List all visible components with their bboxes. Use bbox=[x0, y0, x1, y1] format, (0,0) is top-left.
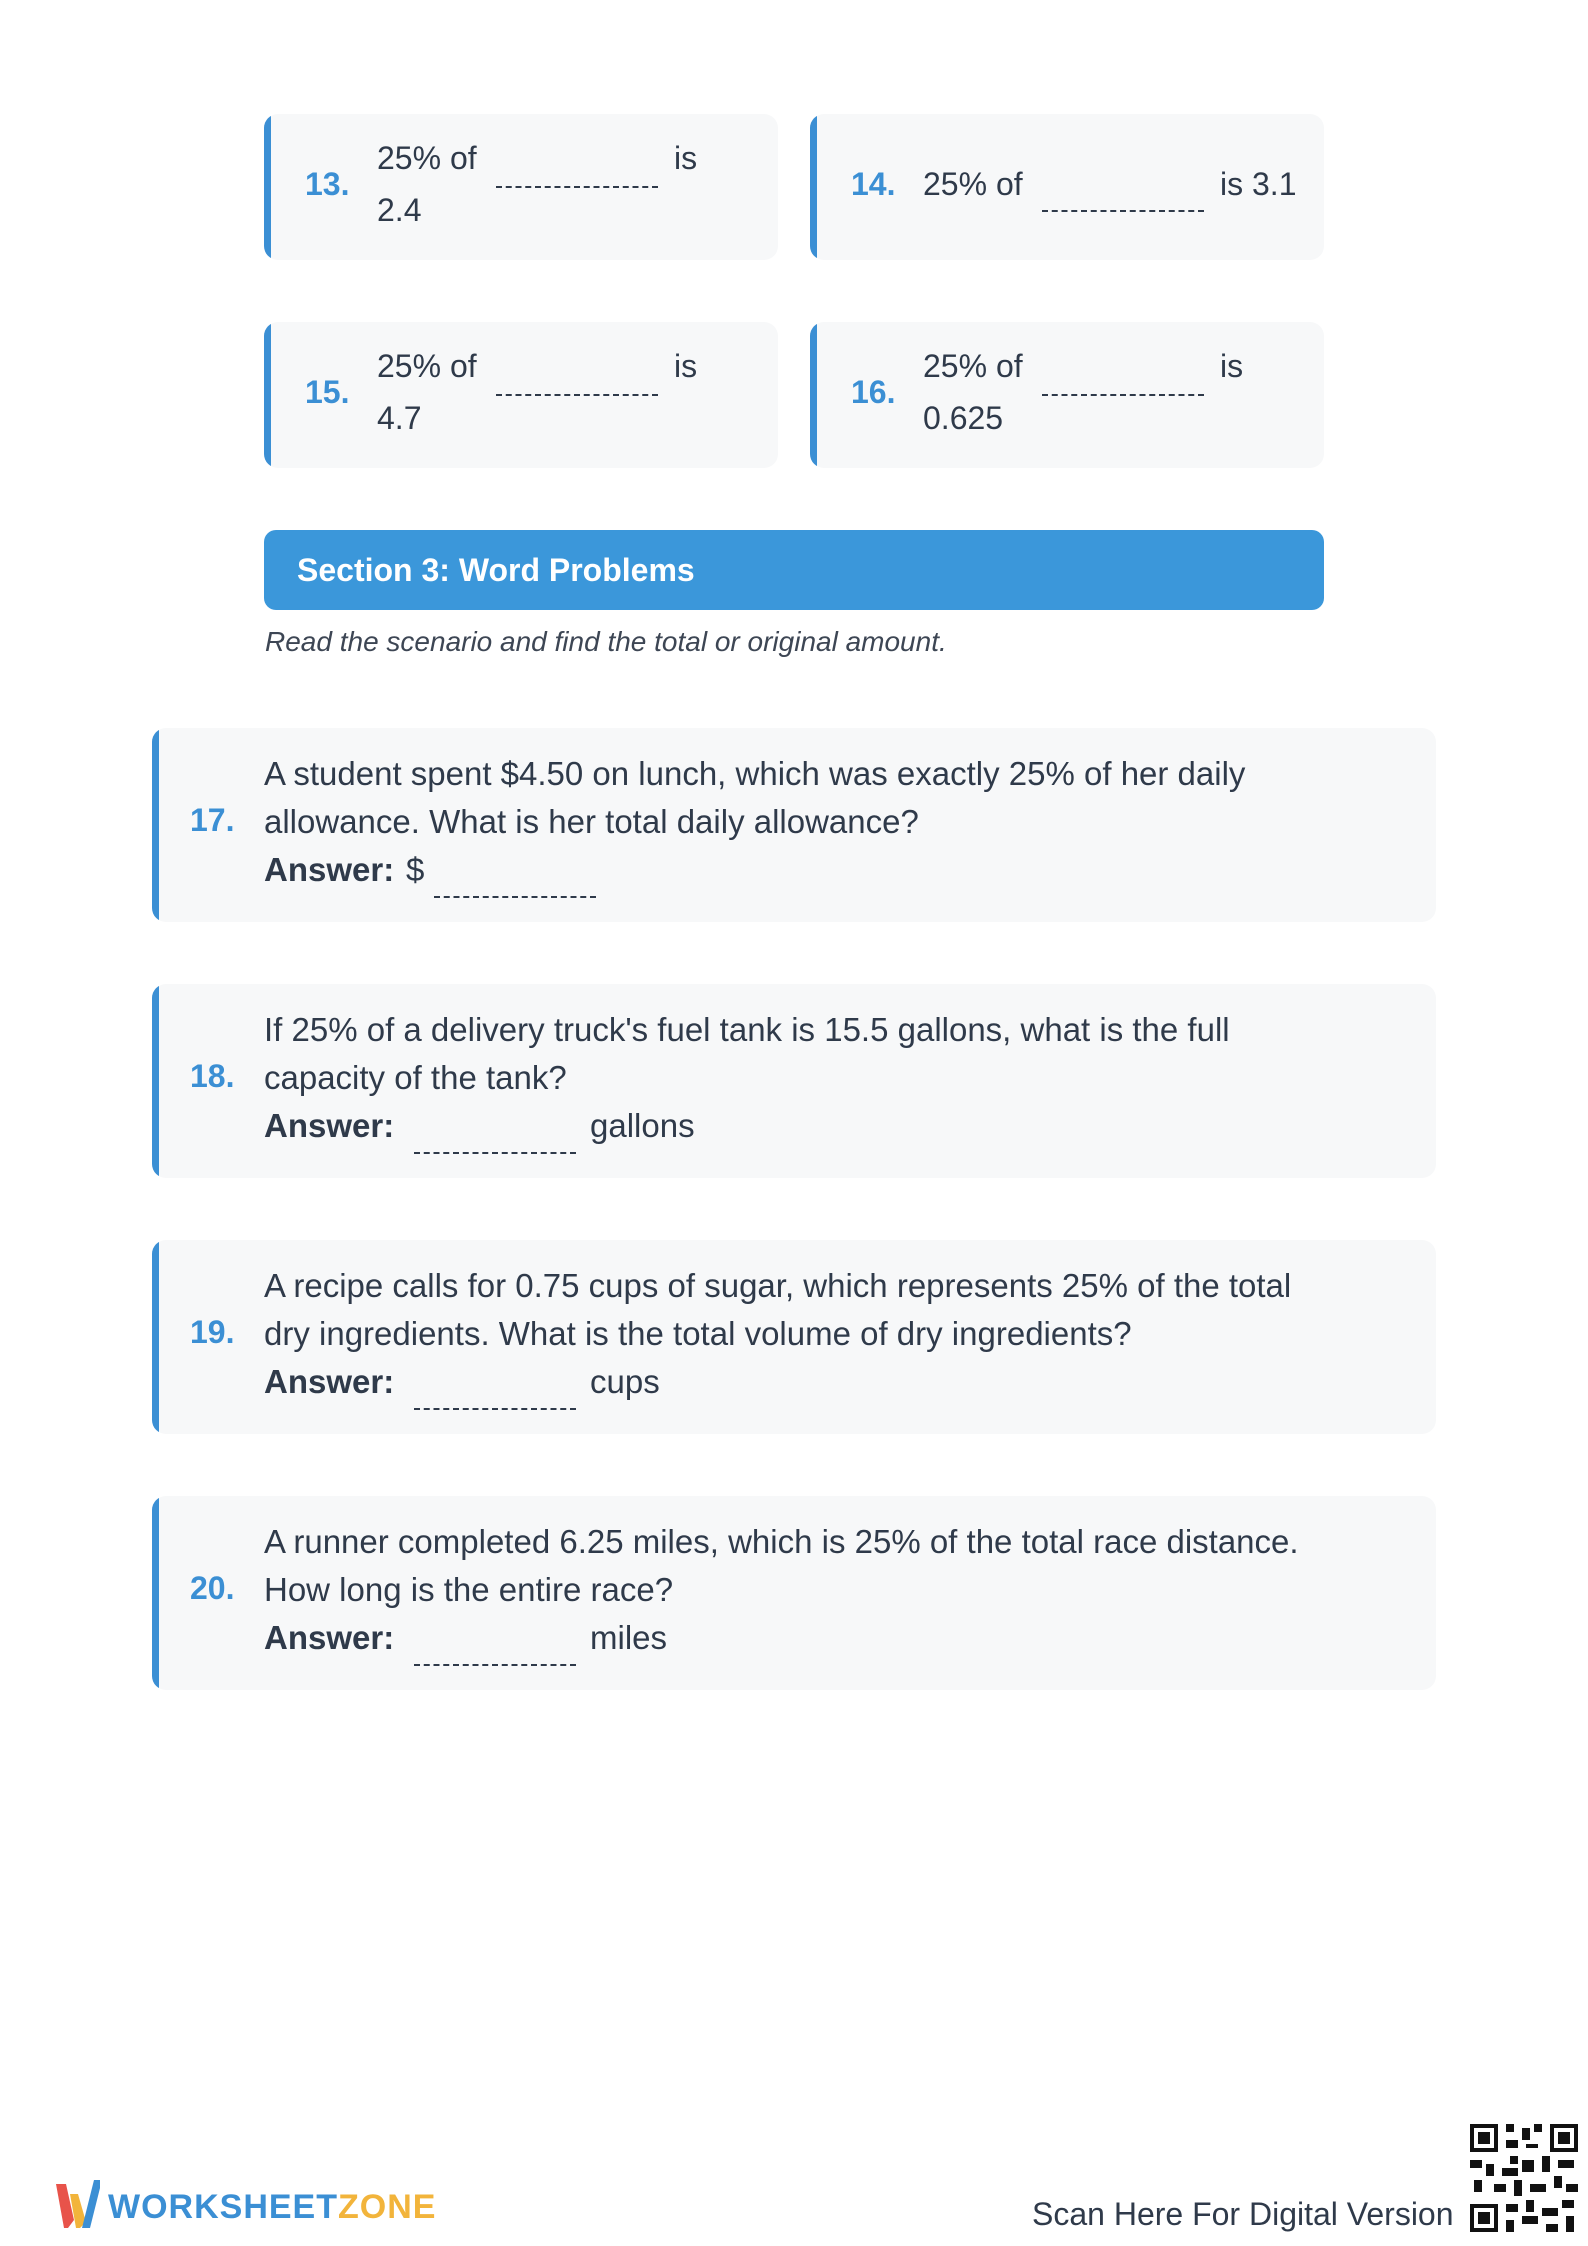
brand-main: WORKSHEET bbox=[108, 2188, 338, 2226]
problem-text-line1: A student spent $4.50 on lunch, which was exactly 25% of her daily bbox=[264, 755, 1246, 792]
word-problem-card-20 bbox=[152, 1496, 1436, 1690]
problem-text-line2: dry ingredients. What is the total volume of dry ingredients? bbox=[264, 1315, 1132, 1352]
answer-label: Answer: bbox=[264, 1363, 395, 1400]
word-problem-card-18 bbox=[152, 984, 1436, 1178]
problem-text-line2: allowance. What is her total daily allowance? bbox=[264, 803, 919, 840]
problem-number: 18. bbox=[190, 1058, 235, 1094]
problem-suffix: is bbox=[1220, 348, 1244, 384]
problem-number: 13. bbox=[305, 166, 350, 202]
problem-suffix: is bbox=[674, 348, 698, 384]
section-header: Section 3: Word Problems bbox=[264, 530, 1324, 610]
problem-prefix: 25% of bbox=[923, 348, 1023, 384]
word-problem-card-19 bbox=[152, 1240, 1436, 1434]
problem-number: 19. bbox=[190, 1314, 235, 1350]
answer-prefix: $ bbox=[406, 851, 425, 888]
problem-text-line1: A runner completed 6.25 miles, which is 25% of the total race distance. bbox=[264, 1523, 1299, 1560]
problem-card-13 bbox=[264, 114, 778, 260]
problem-suffix: is 3.1 bbox=[1220, 166, 1297, 202]
answer-unit: cups bbox=[590, 1363, 660, 1400]
scan-instruction: Scan Here For Digital Version bbox=[1032, 2196, 1454, 2232]
answer-unit: miles bbox=[590, 1619, 668, 1656]
problem-text-line1: If 25% of a delivery truck's fuel tank is 15.5 gallons, what is the full bbox=[264, 1011, 1230, 1048]
problem-suffix: is bbox=[674, 140, 698, 176]
problem-number: 15. bbox=[305, 374, 350, 410]
answer-label: Answer: bbox=[264, 851, 395, 888]
section-instruction: Read the scenario and find the total or original amount. bbox=[265, 626, 947, 657]
problem-number: 16. bbox=[851, 374, 896, 410]
problem-prefix: 25% of bbox=[923, 166, 1023, 202]
answer-label: Answer: bbox=[264, 1107, 395, 1144]
problem-number: 17. bbox=[190, 802, 235, 838]
answer-blank[interactable] bbox=[496, 186, 658, 188]
brand-logo-text bbox=[108, 2188, 436, 2227]
problem-value: 4.7 bbox=[377, 400, 422, 436]
word-problem-card-17 bbox=[152, 728, 1436, 922]
problem-text-line2: capacity of the tank? bbox=[264, 1059, 567, 1096]
answer-unit: gallons bbox=[590, 1107, 695, 1144]
problem-value: 0.625 bbox=[923, 400, 1004, 436]
answer-blank[interactable] bbox=[496, 394, 658, 396]
answer-blank[interactable] bbox=[414, 1664, 576, 1666]
problem-card-14 bbox=[810, 114, 1324, 260]
problem-card-16 bbox=[810, 322, 1324, 468]
answer-blank[interactable] bbox=[414, 1408, 576, 1410]
problem-prefix: 25% of bbox=[377, 140, 477, 176]
answer-blank[interactable] bbox=[414, 1152, 576, 1154]
problem-prefix: 25% of bbox=[377, 348, 477, 384]
qr-code-icon[interactable] bbox=[1470, 2124, 1578, 2232]
brand-accent: ZONE bbox=[338, 2188, 437, 2226]
problem-card-15 bbox=[264, 322, 778, 468]
problem-text-line1: A recipe calls for 0.75 cups of sugar, which represents 25% of the total bbox=[264, 1267, 1292, 1304]
problem-number: 20. bbox=[190, 1570, 235, 1606]
answer-blank[interactable] bbox=[434, 896, 596, 898]
answer-label: Answer: bbox=[264, 1619, 395, 1656]
answer-blank[interactable] bbox=[1042, 210, 1204, 212]
problem-value: 2.4 bbox=[377, 192, 422, 228]
problem-text-line2: How long is the entire race? bbox=[264, 1571, 674, 1608]
worksheetzone-logo-icon bbox=[56, 2176, 100, 2232]
answer-blank[interactable] bbox=[1042, 394, 1204, 396]
problem-number: 14. bbox=[851, 166, 896, 202]
